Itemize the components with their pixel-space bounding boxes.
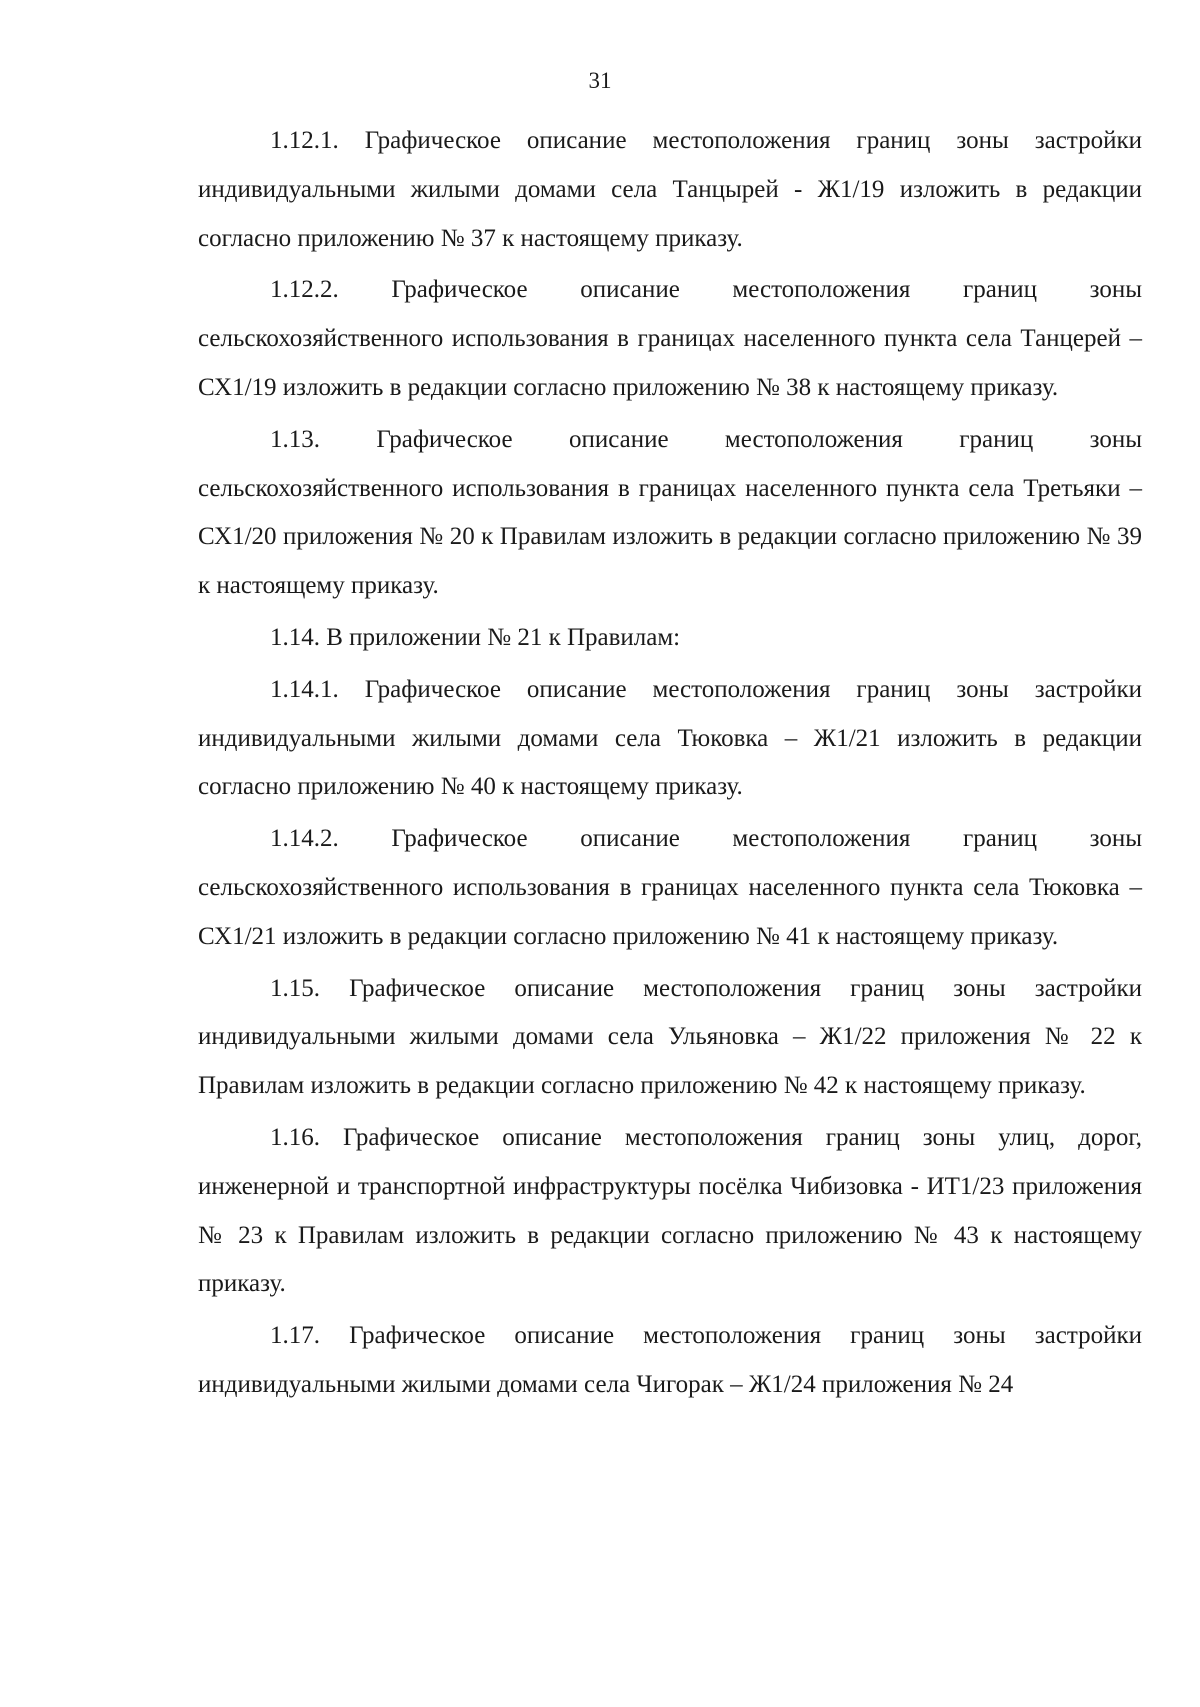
- paragraph-1-17: 1.17. Графическое описание местоположения границ зоны застройки индивидуальными жилыми домами села Чигорак – Ж1/24 приложения № 24: [198, 1322, 1142, 1398]
- document-body: [198, 117, 1142, 1413]
- paragraph-1-16: 1.16. Графическое описание местоположения границ зоны улиц, дорог, инженерной и транспортной инфраструктуры посёлка Чибизовка - ИТ1/23 приложения № 23 к Правилам изложить в редакции согласно приложению № 43 к настоящему приказу.: [198, 1123, 1142, 1298]
- paragraph-1-14-2: 1.14.2. Графическое описание местоположения границ зоны сельскохозяйственного использования в границах населенного пункта села Тюковка – СХ1/21 изложить в редакции согласно приложению № 41 к настоящему приказу.: [198, 825, 1142, 950]
- page-number: 31: [588, 68, 612, 93]
- paragraph-1-13: 1.13. Графическое описание местоположения границ зоны сельскохозяйственного использования в границах населенного пункта села Третьяки – СХ1/20 приложения № 20 к Правилам изложить в редакции согласно приложению № 39 к настоящему приказу.: [198, 425, 1142, 600]
- paragraph-1-15: 1.15. Графическое описание местоположения границ зоны застройки индивидуальными жилыми домами села Ульяновка – Ж1/22 приложения № 22 к Правилам изложить в редакции согласно приложению № 42 к настоящему приказу.: [198, 974, 1142, 1100]
- paragraph-1-14: 1.14. В приложении № 21 к Правилам:: [270, 623, 681, 651]
- paragraph-1-12-1: 1.12.1. Графическое описание местоположения границ зоны застройки индивидуальными жилыми домами села Танцырей - Ж1/19 изложить в редакции согласно приложению № 37 к настоящему приказу.: [198, 127, 1142, 252]
- paragraph-1-14-1: 1.14.1. Графическое описание местоположения границ зоны застройки индивидуальными жилыми домами села Тюковка – Ж1/21 изложить в редакции согласно приложению № 40 к настоящему приказу.: [198, 675, 1142, 801]
- paragraph-1-12-2: 1.12.2. Графическое описание местоположения границ зоны сельскохозяйственного использования в границах населенного пункта села Танцерей – СХ1/19 изложить в редакции согласно приложению № 38 к настоящему приказу.: [198, 276, 1142, 401]
